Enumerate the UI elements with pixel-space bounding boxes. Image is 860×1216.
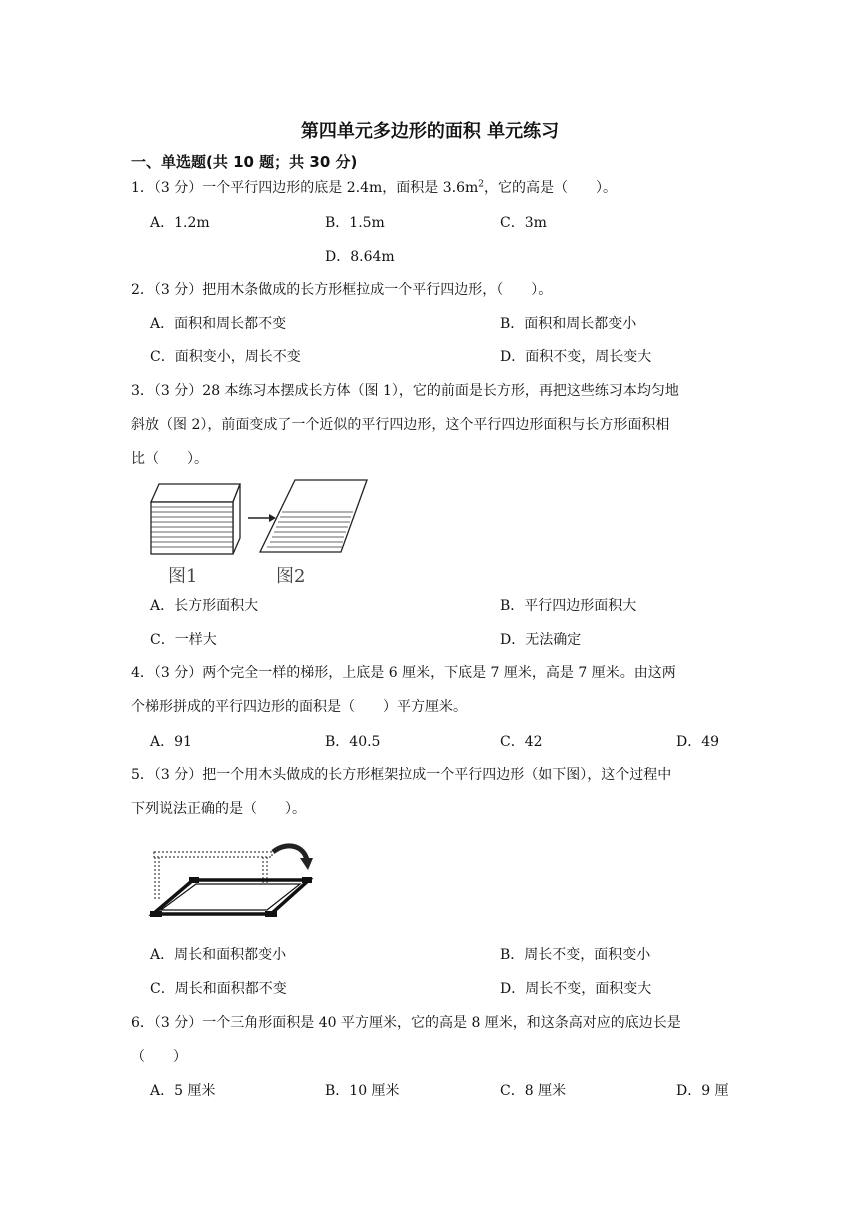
- question-number: 5．: [131, 767, 154, 783]
- option-d[interactable]: D．49: [676, 734, 720, 750]
- option-c[interactable]: C．42: [500, 734, 543, 750]
- question-6: [131, 1013, 681, 1033]
- option-b[interactable]: B．40.5: [325, 734, 381, 750]
- section-heading: 一、单选题(共 10 题；共 30 分): [131, 153, 358, 171]
- option-d[interactable]: D．面积不变，周长变大: [500, 349, 652, 365]
- question-text: 把一个用木头做成的长方形框架拉成一个平行四边形（如下图），这个过程中: [202, 767, 672, 783]
- option-c[interactable]: C．面积变小，周长不变: [150, 349, 301, 365]
- option-b[interactable]: B．周长不变，面积变小: [500, 947, 651, 963]
- question-score: （3 分）: [153, 767, 203, 783]
- question-score: （3 分）: [153, 1015, 203, 1031]
- option-a[interactable]: A．面积和周长都不变: [150, 316, 287, 332]
- question-number: 4．: [131, 665, 154, 681]
- question-text-line: 个梯形拼成的平行四边形的面积是（ ）平方厘米。: [131, 699, 467, 715]
- question-text-line: （ ）: [131, 1049, 187, 1065]
- question-text: 28 本练习本摆成长方体（图 1），它的前面是长方形，再把这些练习本均匀地: [202, 383, 679, 399]
- option-d[interactable]: D．9 厘: [676, 1083, 729, 1099]
- option-c[interactable]: C．周长和面积都不变: [150, 981, 287, 997]
- frame-figure: [145, 838, 320, 923]
- option-c[interactable]: C．3m: [500, 215, 547, 231]
- question-3: [131, 381, 679, 401]
- question-2: [131, 280, 552, 300]
- option-a[interactable]: A．长方形面积大: [150, 598, 259, 614]
- question-text: 两个完全一样的梯形，上底是 6 厘米，下底是 7 厘米，高是 7 厘米。由这两: [202, 665, 676, 681]
- question-number: 1．: [131, 180, 154, 196]
- question-5: [131, 765, 671, 785]
- question-text-line: 斜放（图 2），前面变成了一个近似的平行四边形，这个平行四边形面积与长方形面积相: [131, 417, 670, 433]
- option-d[interactable]: D．无法确定: [500, 632, 582, 648]
- option-a[interactable]: A．1.2m: [150, 215, 210, 231]
- question-text: 把用木条做成的长方形框拉成一个平行四边形，（ ）。: [202, 282, 553, 298]
- question-number: 2．: [131, 282, 154, 298]
- figure-label-2: 图2: [276, 566, 306, 587]
- option-c[interactable]: C．8 厘米: [500, 1083, 567, 1099]
- question-text-line: 下列说法正确的是（ ）。: [131, 801, 306, 817]
- question-score: （3 分）: [153, 180, 203, 196]
- option-b[interactable]: B．面积和周长都变小: [500, 316, 637, 332]
- option-b[interactable]: B．平行四边形面积大: [500, 598, 637, 614]
- option-a[interactable]: A．91: [150, 734, 192, 750]
- option-b[interactable]: B．10 厘米: [325, 1083, 400, 1099]
- superscript: 2: [478, 179, 484, 190]
- option-a[interactable]: A．周长和面积都变小: [150, 947, 287, 963]
- question-score: （3 分）: [153, 383, 203, 399]
- question-text: 一个三角形面积是 40 平方厘米，它的高是 8 厘米，和这条高对应的底边长是: [202, 1015, 681, 1031]
- question-score: （3 分）: [153, 665, 203, 681]
- option-b[interactable]: B．1.5m: [325, 215, 385, 231]
- question-4: [131, 663, 676, 683]
- page-title: 第四单元多边形的面积 单元练习: [300, 121, 560, 142]
- question-score: （3 分）: [153, 282, 203, 298]
- question-text: 一个平行四边形的底是 2.4m，面积是 3.6m: [202, 180, 479, 196]
- figure-label-1: 图1: [168, 566, 198, 587]
- question-1: [131, 178, 617, 198]
- option-d[interactable]: D．周长不变，面积变大: [500, 981, 652, 997]
- question-number: 3．: [131, 383, 154, 399]
- option-c[interactable]: C．一样大: [150, 632, 217, 648]
- question-text: ，它的高是（ ）。: [484, 180, 617, 196]
- question-text-line: 比（ ）。: [131, 451, 208, 467]
- question-number: 6．: [131, 1015, 154, 1031]
- option-d[interactable]: D．8.64m: [325, 249, 395, 265]
- option-a[interactable]: A．5 厘米: [150, 1083, 216, 1099]
